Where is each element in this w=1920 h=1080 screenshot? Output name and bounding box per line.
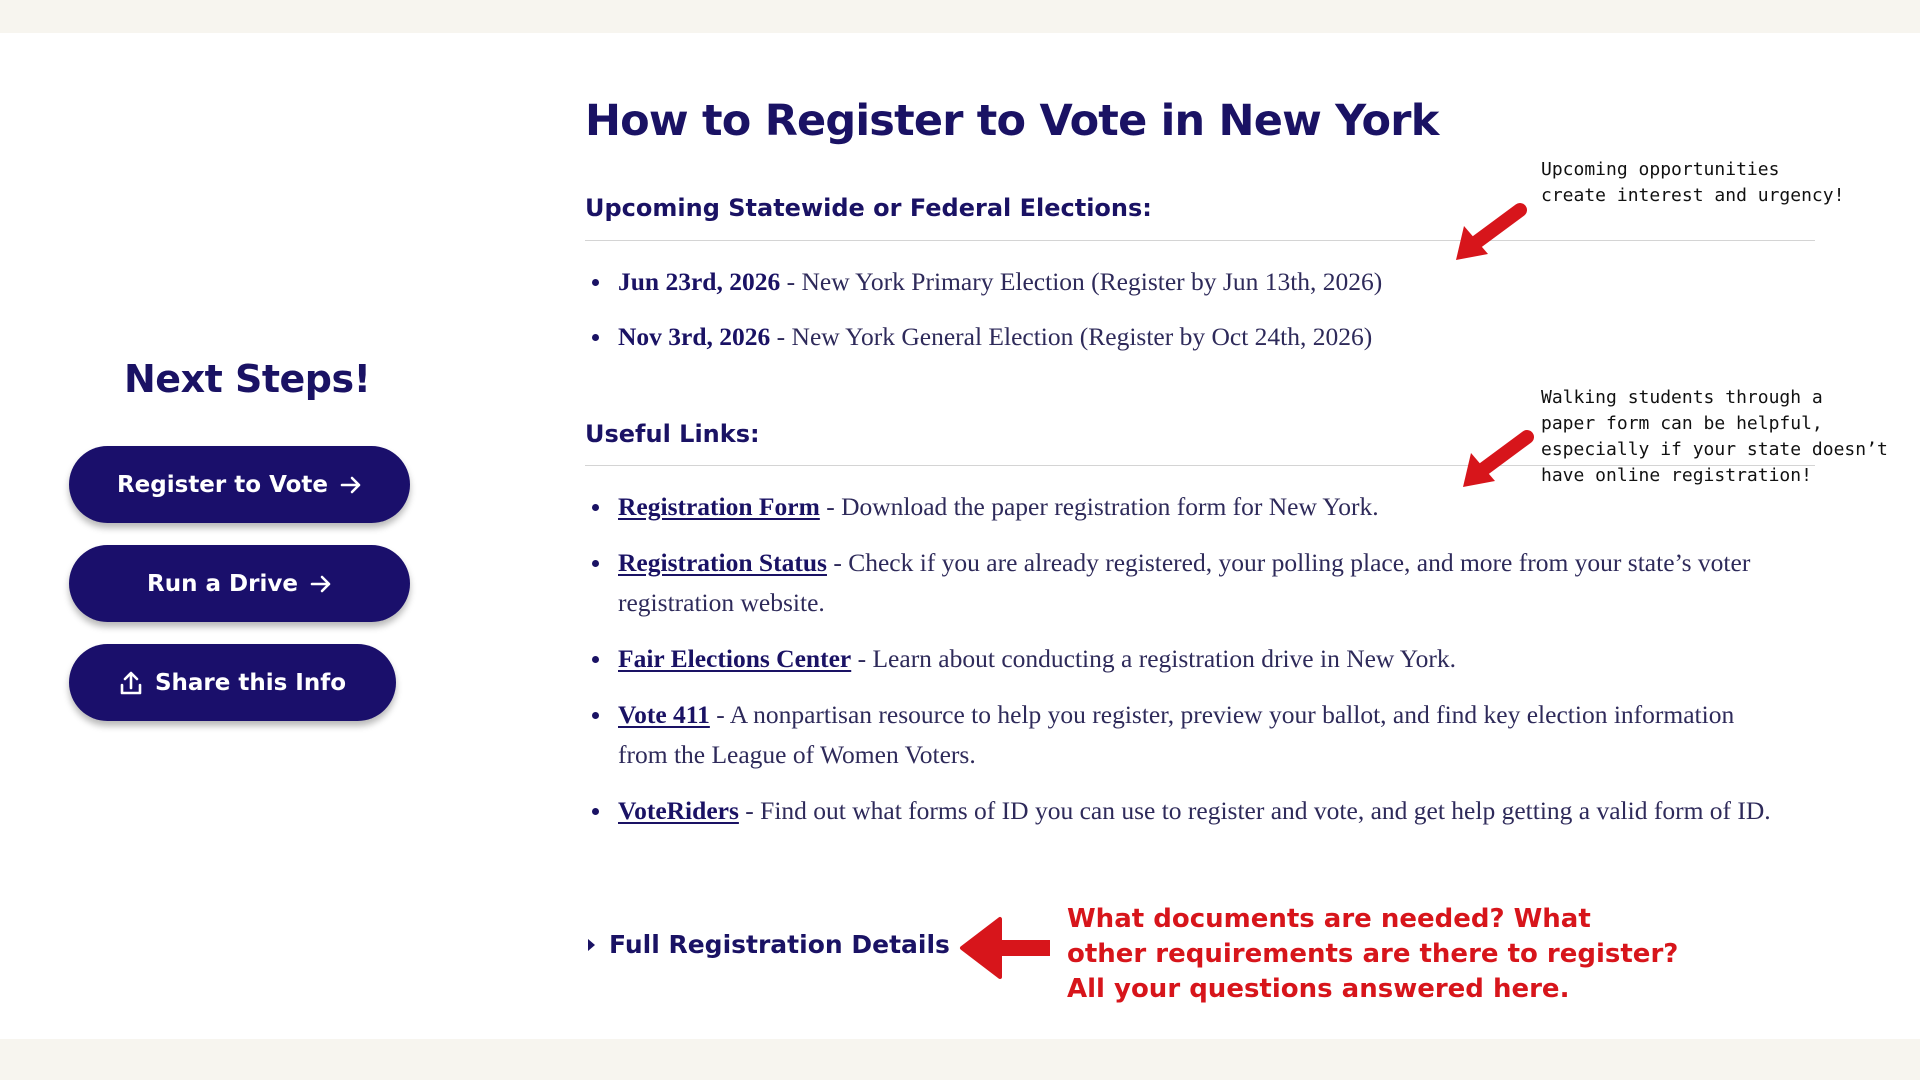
- arrow-right-icon: [310, 575, 332, 593]
- list-item: [585, 639, 1825, 679]
- election-description: - New York General Election (Register by Oct 24th, 2026): [770, 322, 1373, 351]
- red-arrow-icon: [1450, 200, 1530, 270]
- annotation-note-paper-form: Walking students through a paper form can be helpful, especially if your state doesn’t have online registration!: [1541, 387, 1888, 486]
- registration-status-link[interactable]: Registration Status: [618, 548, 827, 577]
- election-date: Nov 3rd, 2026: [618, 322, 771, 351]
- full-registration-details-label: Full Registration Details: [609, 930, 950, 959]
- list-item: [585, 695, 1778, 775]
- fair-elections-center-link[interactable]: Fair Elections Center: [618, 644, 852, 673]
- voteriders-link[interactable]: VoteRiders: [618, 796, 739, 825]
- elections-list: [585, 262, 1825, 357]
- register-to-vote-label: Register to Vote: [116, 471, 329, 498]
- run-a-drive-label: Run a Drive: [147, 570, 298, 597]
- red-arrow-icon: [958, 915, 1054, 981]
- register-to-vote-button[interactable]: [69, 446, 410, 523]
- useful-links-heading: Useful Links:: [585, 420, 760, 448]
- share-upload-icon: [119, 670, 143, 696]
- link-description: - Learn about conducting a registration drive in New York.: [851, 644, 1457, 673]
- run-a-drive-button[interactable]: [69, 545, 410, 622]
- list-item: [585, 487, 1825, 527]
- share-this-info-label: Share this Info: [154, 669, 347, 696]
- link-description: - Find out what forms of ID you can use to register and vote, and get help getting a valid form of ID.: [738, 796, 1771, 825]
- link-description: - Download the paper registration form for New York.: [819, 492, 1379, 521]
- annotation-callout-details: What documents are needed? What other requirements are there to register? All your questions answered here.: [1067, 904, 1679, 1004]
- elections-heading: Upcoming Statewide or Federal Elections:: [585, 194, 1152, 222]
- full-registration-details-toggle[interactable]: [588, 930, 950, 959]
- election-description: - New York Primary Election (Register by Jun 13th, 2026): [780, 267, 1383, 296]
- share-this-info-button[interactable]: [69, 644, 396, 721]
- list-item: [585, 543, 1825, 623]
- link-description: - A nonpartisan resource to help you register, preview your ballot, and find key election information from the League of Women Voters.: [618, 700, 1735, 769]
- caret-right-icon: [588, 939, 595, 951]
- link-description: - Check if you are already registered, your polling place, and more from your state’s voter registration website.: [618, 548, 1751, 617]
- divider: [585, 240, 1815, 241]
- annotation-note-urgency: Upcoming opportunities create interest and urgency!: [1541, 159, 1845, 206]
- red-arrow-icon: [1455, 425, 1535, 495]
- list-item: [585, 262, 1825, 302]
- list-item: [585, 791, 1818, 831]
- vote-411-link[interactable]: Vote 411: [618, 700, 710, 729]
- useful-links-list: [585, 487, 1825, 831]
- next-steps-heading: Next Steps!: [124, 357, 371, 401]
- registration-form-link[interactable]: Registration Form: [618, 492, 820, 521]
- list-item: [585, 317, 1825, 357]
- arrow-right-icon: [340, 476, 362, 494]
- page-title: How to Register to Vote in New York: [585, 96, 1439, 146]
- election-date: Jun 23rd, 2026: [618, 267, 781, 296]
